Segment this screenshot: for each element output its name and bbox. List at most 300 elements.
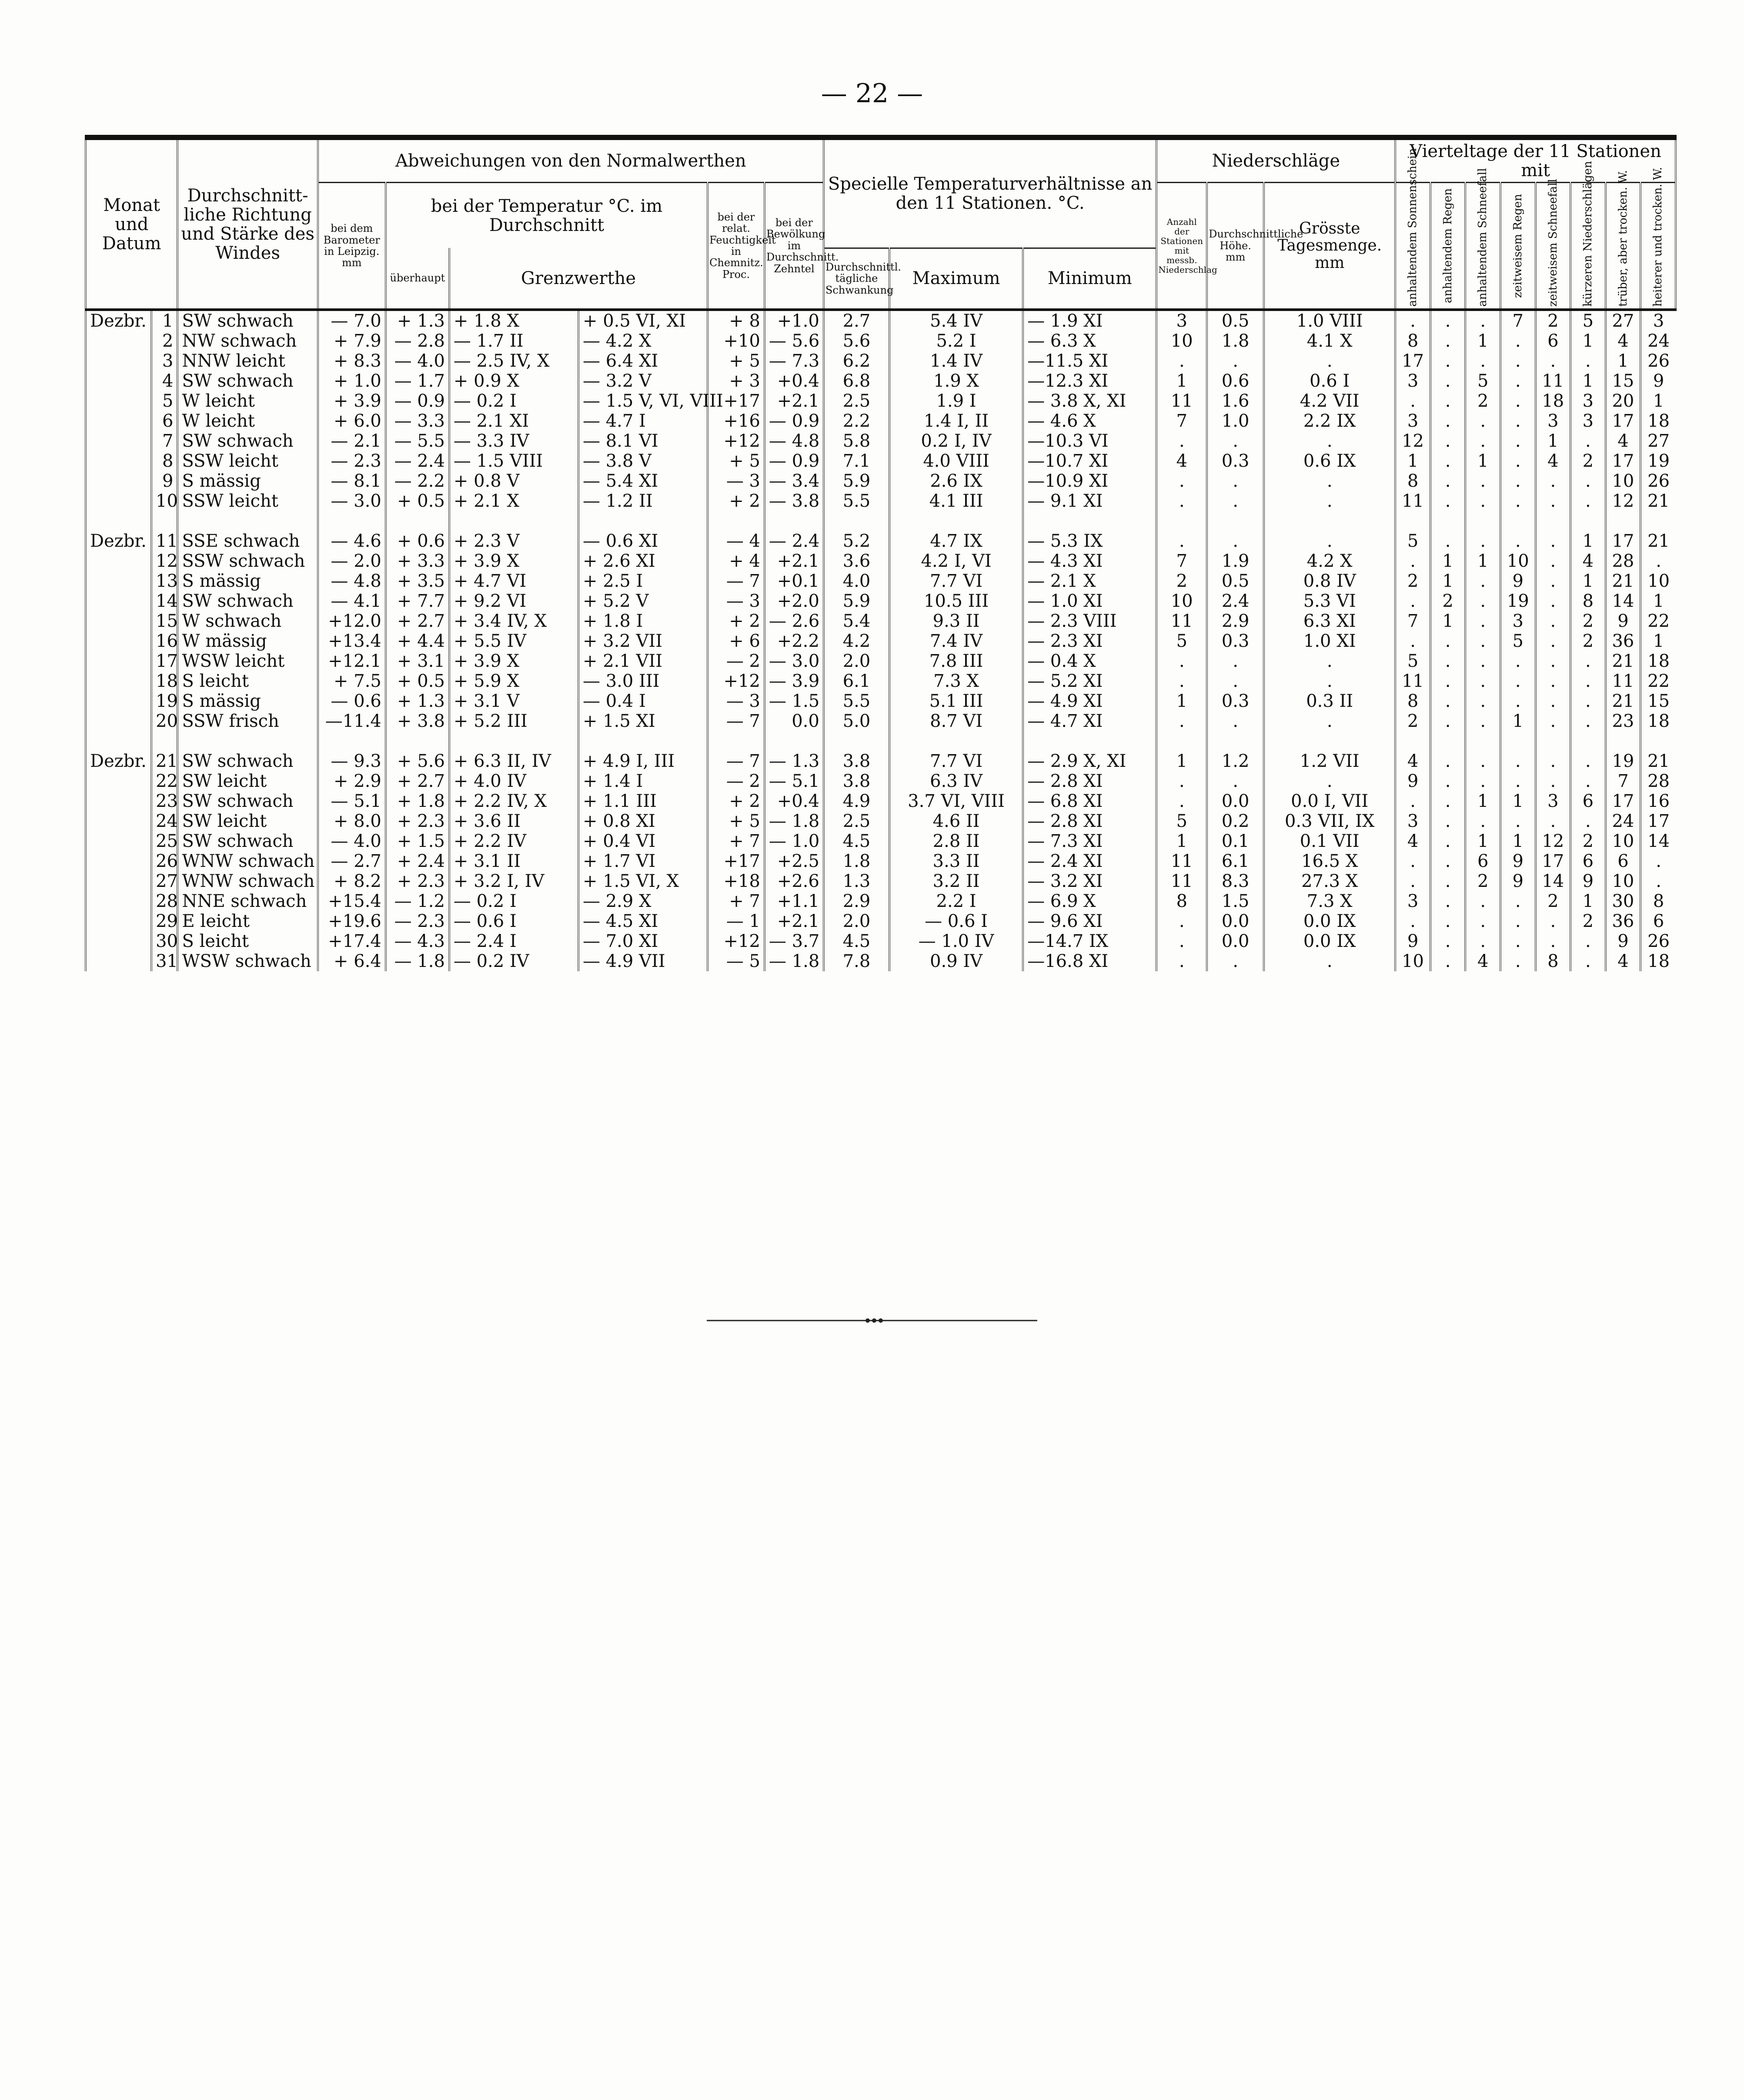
table-row: [86, 531, 1676, 551]
table-cell: — 3.0 III: [578, 671, 708, 691]
table-row: [86, 751, 1676, 771]
table-cell: — 2: [708, 651, 765, 671]
table-cell: [86, 411, 151, 431]
table-cell: [86, 651, 151, 671]
table-cell: + 0.6: [386, 531, 449, 551]
table-cell: 5.2 I: [889, 331, 1023, 351]
table-cell: .: [1500, 771, 1536, 791]
table-cell: + 0.5: [386, 491, 449, 511]
table-cell: .: [1536, 751, 1571, 771]
table-cell: 0.2: [1207, 811, 1264, 831]
table-cell: .: [1395, 551, 1430, 571]
table-cell: 10: [1395, 951, 1430, 971]
table-cell: — 2.5 IV, X: [449, 351, 578, 371]
table-cell: 4.5: [824, 931, 889, 951]
table-cell: — 4.8: [765, 431, 824, 451]
table-cell: .: [1430, 331, 1466, 351]
table-cell: 5.2: [824, 531, 889, 551]
table-cell: + 3.2 VII: [578, 631, 708, 651]
table-cell: + 7.5: [318, 671, 386, 691]
table-cell: + 2.4: [386, 851, 449, 871]
table-cell: .: [1465, 931, 1500, 951]
table-cell: 2.4: [1207, 591, 1264, 611]
table-cell: + 4.9 I, III: [578, 751, 708, 771]
table-cell: .: [1430, 651, 1466, 671]
table-cell: — 4.7 XI: [1023, 711, 1156, 731]
table-cell: 1: [1156, 371, 1207, 391]
table-cell-outside: 1: [1653, 591, 1664, 611]
table-cell: SW schwach: [177, 831, 317, 851]
table-cell: SW schwach: [177, 751, 317, 771]
table-cell-outside: 18: [1647, 411, 1670, 431]
table-cell: .: [1430, 871, 1466, 891]
table-cell: + 3.4 IV, X: [449, 611, 578, 631]
table-cell: + 3.9: [318, 391, 386, 411]
table-cell: Dezbr.: [86, 531, 151, 551]
table-cell: 36: [1606, 911, 1641, 931]
table-cell: 17: [1606, 531, 1641, 551]
table-cell: — 3.8 V: [578, 451, 708, 471]
table-cell: .: [1207, 491, 1264, 511]
table-cell: +0.4: [765, 791, 824, 811]
table-cell: .: [1156, 431, 1207, 451]
table-cell: — 7: [708, 571, 765, 591]
table-cell: 2: [1570, 631, 1606, 651]
table-cell: 0.0 IX: [1264, 911, 1395, 931]
table-cell: .: [1430, 931, 1466, 951]
table-cell: 5.5: [824, 491, 889, 511]
table-cell: 27: [1606, 310, 1641, 331]
table-cell: 3.8: [824, 751, 889, 771]
table-cell: 4: [151, 371, 177, 391]
table-cell: — 6.8 XI: [1023, 791, 1156, 811]
table-cell: .: [1465, 751, 1500, 771]
table-cell: —11.4: [318, 711, 386, 731]
table-cell: 0.0: [1207, 791, 1264, 811]
table-cell: + 8.3: [318, 351, 386, 371]
table-cell: + 9.2 VI: [449, 591, 578, 611]
table-cell: .: [1395, 591, 1430, 611]
table-cell-outside: 8: [1653, 891, 1664, 911]
table-cell: 9: [1395, 931, 1430, 951]
table-cell: 36: [1606, 631, 1641, 651]
section-gap: [86, 511, 1676, 531]
table-cell: 0.3: [1207, 451, 1264, 471]
table-cell: .: [1207, 951, 1264, 971]
table-row: [86, 411, 1676, 431]
table-cell: [86, 351, 151, 371]
table-cell: — 2.3 XI: [1023, 631, 1156, 651]
table-cell: 0.0 IX: [1264, 931, 1395, 951]
table-cell: 8.7 VI: [889, 711, 1023, 731]
table-cell: + 5: [708, 811, 765, 831]
table-cell: 0.0: [1207, 911, 1264, 931]
table-cell: — 5.2 XI: [1023, 671, 1156, 691]
table-cell: .: [1465, 431, 1500, 451]
table-cell: 30: [1606, 891, 1641, 911]
table-cell: — 0.6 I: [889, 911, 1023, 931]
table-cell: + 4.7 VI: [449, 571, 578, 591]
table-cell: + 5.2 V: [578, 591, 708, 611]
table-cell: + 1.5 XI: [578, 711, 708, 731]
table-cell: 0.9 IV: [889, 951, 1023, 971]
table-cell: + 8.0: [318, 811, 386, 831]
table-cell: .: [1264, 471, 1395, 491]
header-vt-regen: anhaltendem Regen: [1430, 183, 1466, 310]
table-cell: 4.0 VIII: [889, 451, 1023, 471]
table-cell: 2: [1156, 571, 1207, 591]
table-cell: 24: [151, 811, 177, 831]
table-cell: [86, 371, 151, 391]
table-cell: W mässig: [177, 631, 317, 651]
table-cell: 1: [1465, 451, 1500, 471]
table-cell: — 2.3: [318, 451, 386, 471]
table-cell: 3.2 II: [889, 871, 1023, 891]
table-row: [86, 791, 1676, 811]
table-cell: 3.6: [824, 551, 889, 571]
table-cell: + 4.4: [386, 631, 449, 651]
table-cell: [86, 831, 151, 851]
table-cell-outside: 22: [1647, 671, 1670, 691]
table-cell: 9: [1395, 771, 1430, 791]
table-cell: 0.1 VII: [1264, 831, 1395, 851]
table-cell: .: [1465, 771, 1500, 791]
table-cell: 26: [151, 851, 177, 871]
table-cell: Dezbr.: [86, 751, 151, 771]
table-cell: 7.8 III: [889, 651, 1023, 671]
table-row: [86, 611, 1676, 631]
table-cell-outside: 22: [1647, 611, 1670, 631]
table-cell: + 2.1 X: [449, 491, 578, 511]
table-cell: .: [1395, 911, 1430, 931]
table-cell: 3: [1395, 371, 1430, 391]
table-cell: .: [1536, 671, 1571, 691]
table-cell: 1.2 VII: [1264, 751, 1395, 771]
table-cell: 23: [151, 791, 177, 811]
table-cell: 6.2: [824, 351, 889, 371]
table-cell: 4.2 I, VI: [889, 551, 1023, 571]
table-cell: 3.8: [824, 771, 889, 791]
table-cell: 1: [1570, 571, 1606, 591]
table-cell: 19: [1606, 751, 1641, 771]
table-cell: .: [1264, 951, 1395, 971]
table-cell: .: [1500, 411, 1536, 431]
table-cell: — 1.7: [386, 371, 449, 391]
table-cell: 28: [151, 891, 177, 911]
table-cell: 5.6: [824, 331, 889, 351]
header-vt-schneefall: anhaltendem Schneefall: [1465, 183, 1500, 310]
table-cell: 2: [1570, 831, 1606, 851]
table-cell: 4.7 IX: [889, 531, 1023, 551]
table-cell: .: [1156, 791, 1207, 811]
table-cell: —16.8 XI: [1023, 951, 1156, 971]
table-cell: — 3: [708, 591, 765, 611]
table-cell: .: [1536, 551, 1571, 571]
table-cell: 6.1: [824, 671, 889, 691]
table-row: [86, 331, 1676, 351]
table-cell: +17.4: [318, 931, 386, 951]
table-cell: .: [1430, 831, 1466, 851]
table-cell: .: [1430, 751, 1466, 771]
table-cell: 28: [1606, 551, 1641, 571]
table-cell: + 6.3 II, IV: [449, 751, 578, 771]
table-cell: .: [1430, 310, 1466, 331]
table-cell: — 1.7 II: [449, 331, 578, 351]
table-cell: W leicht: [177, 391, 317, 411]
table-cell: .: [1500, 431, 1536, 451]
table-cell: +2.0: [765, 591, 824, 611]
table-cell: — 2.1: [318, 431, 386, 451]
table-cell: + 6.4: [318, 951, 386, 971]
table-cell: 9: [151, 471, 177, 491]
table-cell: + 4.0 IV: [449, 771, 578, 791]
table-row: [86, 911, 1676, 931]
table-cell: .: [1207, 771, 1264, 791]
page-number: — 22 —: [821, 78, 923, 109]
table-cell: — 3.8 X, XI: [1023, 391, 1156, 411]
table-cell: — 0.6 XI: [578, 531, 708, 551]
table-cell: NNW leicht: [177, 351, 317, 371]
table-cell: .: [1500, 331, 1536, 351]
table-cell: 1.9 I: [889, 391, 1023, 411]
table-cell: — 1.2 II: [578, 491, 708, 511]
table-cell: 31: [151, 951, 177, 971]
table-cell: 12: [1536, 831, 1571, 851]
table-cell: .: [1156, 531, 1207, 551]
table-cell: 6: [1570, 791, 1606, 811]
table-cell: + 3.8: [386, 711, 449, 731]
table-cell: 21: [151, 751, 177, 771]
table-cell: .: [1430, 851, 1466, 871]
table-cell: 1.8: [824, 851, 889, 871]
table-cell: 1: [1570, 331, 1606, 351]
table-cell: 21: [1606, 571, 1641, 591]
table-cell: 1: [1500, 711, 1536, 731]
table-cell: 0.2 I, IV: [889, 431, 1023, 451]
table-cell: [86, 891, 151, 911]
table-cell: — 3.9: [765, 671, 824, 691]
header-feuchtigkeit: bei der relat. Feuchtigkeit in Chemnitz. Proc.: [708, 183, 765, 310]
table-cell: 27.3 X: [1264, 871, 1395, 891]
table-cell: .: [1536, 651, 1571, 671]
table-cell: + 7.7: [386, 591, 449, 611]
table-cell-outside: 1: [1653, 391, 1664, 411]
table-cell: NNE schwach: [177, 891, 317, 911]
table-cell: .: [1465, 310, 1500, 331]
table-cell: 5: [1395, 531, 1430, 551]
table-cell: .: [1536, 711, 1571, 731]
table-cell: 30: [151, 931, 177, 951]
table-cell: —14.7 IX: [1023, 931, 1156, 951]
table-cell: + 3.5: [386, 571, 449, 591]
table-cell: .: [1430, 711, 1466, 731]
table-cell: + 2: [708, 611, 765, 631]
table-cell: — 0.4 I: [578, 691, 708, 711]
table-cell: .: [1156, 491, 1207, 511]
table-cell: 11: [1156, 871, 1207, 891]
table-cell: — 2.3: [386, 911, 449, 931]
table-cell: .: [1465, 531, 1500, 551]
table-cell: S mässig: [177, 471, 317, 491]
table-cell: 7.7 VI: [889, 751, 1023, 771]
table-cell: .: [1264, 531, 1395, 551]
table-cell: 6: [1570, 851, 1606, 871]
table-cell: .: [1500, 691, 1536, 711]
table-cell: +18: [708, 871, 765, 891]
table-cell: + 1.0: [318, 371, 386, 391]
table-cell: 5: [1395, 651, 1430, 671]
table-cell: + 2.2 IV, X: [449, 791, 578, 811]
table-cell: 7.4 IV: [889, 631, 1023, 651]
table-cell: 6.3 IV: [889, 771, 1023, 791]
table-cell: 1.0 XI: [1264, 631, 1395, 651]
table-cell: .: [1500, 751, 1536, 771]
table-cell: + 0.4 VI: [578, 831, 708, 851]
header-special: Specielle Temperaturverhältnisse an den 11 Stationen. °C.: [824, 137, 1156, 248]
table-cell: — 4.3 XI: [1023, 551, 1156, 571]
table-cell: 2.0: [824, 651, 889, 671]
table-cell: +1.0: [765, 310, 824, 331]
table-cell: WSW schwach: [177, 951, 317, 971]
header-barometer: bei dem Barometer in Leipzig. mm: [318, 183, 386, 310]
table-cell: .: [1536, 911, 1571, 931]
table-cell: + 4: [708, 551, 765, 571]
table-cell: + 3.6 II: [449, 811, 578, 831]
table-cell: SW leicht: [177, 811, 317, 831]
table-cell: 4.2 X: [1264, 551, 1395, 571]
table-cell: +2.1: [765, 391, 824, 411]
table-cell: +0.4: [765, 371, 824, 391]
table-cell: SSW frisch: [177, 711, 317, 731]
table-cell: S leicht: [177, 931, 317, 951]
table-cell: + 0.5: [386, 671, 449, 691]
table-cell: .: [1536, 631, 1571, 651]
table-cell: — 2.8 XI: [1023, 771, 1156, 791]
table-cell: .: [1430, 451, 1466, 471]
table-cell: 2: [1570, 911, 1606, 931]
header-monat: Monat und Datum: [86, 137, 177, 310]
table-cell: 21: [1606, 651, 1641, 671]
table-cell: [86, 711, 151, 731]
table-cell: 12: [1606, 491, 1641, 511]
gap-cell: [1640, 511, 1676, 531]
table-cell: .: [1536, 691, 1571, 711]
table-cell: [86, 671, 151, 691]
table-cell: — 5.1: [765, 771, 824, 791]
table-row: [86, 871, 1676, 891]
table-cell: .: [1156, 951, 1207, 971]
table-cell: — 3.2 XI: [1023, 871, 1156, 891]
header-niederschlaege: Niederschläge: [1156, 137, 1395, 183]
table-cell: 11: [151, 531, 177, 551]
table-cell: — 1.8: [765, 811, 824, 831]
table-cell: [86, 691, 151, 711]
table-cell: .: [1430, 431, 1466, 451]
table-cell: + 7: [708, 891, 765, 911]
table-cell: + 2.9: [318, 771, 386, 791]
table-cell: 0.5: [1207, 571, 1264, 591]
table-cell: .: [1264, 771, 1395, 791]
table-cell: .: [1570, 671, 1606, 691]
table-cell: 8: [1536, 951, 1571, 971]
table-cell: + 5: [708, 451, 765, 471]
table-cell: .: [1156, 911, 1207, 931]
table-cell: + 0.5 VI, XI: [578, 310, 708, 331]
table-cell: 1.4 IV: [889, 351, 1023, 371]
table-cell: 2.9: [1207, 611, 1264, 631]
table-cell: — 1.5 V, VI, VIII: [578, 391, 708, 411]
table-cell: .: [1465, 671, 1500, 691]
table-cell: + 1.5: [386, 831, 449, 851]
table-cell-outside: 19: [1647, 451, 1670, 471]
table-cell: .: [1500, 391, 1536, 411]
table-cell: — 0.2 I: [449, 891, 578, 911]
table-cell: 5: [1570, 310, 1606, 331]
table-cell: — 3.0: [765, 651, 824, 671]
table-cell: .: [1465, 891, 1500, 911]
table-cell: 13: [151, 571, 177, 591]
table-row: [86, 951, 1676, 971]
table-cell: .: [1465, 811, 1500, 831]
table-cell: 1: [1156, 691, 1207, 711]
closing-ornament: [707, 1318, 1037, 1323]
table-cell: — 4.6 X: [1023, 411, 1156, 431]
table-cell: 29: [151, 911, 177, 931]
table-cell: [86, 771, 151, 791]
table-cell: .: [1500, 671, 1536, 691]
table-cell: — 2.9 X: [578, 891, 708, 911]
table-cell: + 5: [708, 351, 765, 371]
header-temperatur: bei der Temperatur °C. im Durchschnitt: [386, 183, 708, 248]
table-cell: + 5.5 IV: [449, 631, 578, 651]
table-row: [86, 471, 1676, 491]
table-cell: — 0.9: [386, 391, 449, 411]
table-cell: 6: [1465, 851, 1500, 871]
table-cell: 5.3 VI: [1264, 591, 1395, 611]
table-cell: .: [1536, 611, 1571, 631]
table-cell: — 5.1: [318, 791, 386, 811]
table-cell: 1: [1606, 351, 1641, 371]
table-cell: 5: [1156, 811, 1207, 831]
table-cell: .: [1465, 591, 1500, 611]
table-cell: .: [1500, 531, 1536, 551]
table-row: [86, 571, 1676, 591]
table-cell: .: [1465, 711, 1500, 731]
table-cell: 11: [1156, 611, 1207, 631]
table-cell: 17: [151, 651, 177, 671]
table-cell: 0.6 I: [1264, 371, 1395, 391]
table-cell: 3: [1395, 811, 1430, 831]
table-cell: WNW schwach: [177, 851, 317, 871]
table-cell: 1: [1570, 531, 1606, 551]
table-cell: 4: [1606, 331, 1641, 351]
table-cell-outside: 26: [1647, 931, 1670, 951]
table-cell: E leicht: [177, 911, 317, 931]
table-cell: 14: [1606, 591, 1641, 611]
table-cell: 4: [1606, 431, 1641, 451]
table-cell: 0.3 II: [1264, 691, 1395, 711]
table-cell: — 4.0: [386, 351, 449, 371]
table-cell: 11: [1606, 671, 1641, 691]
table-cell: + 1.3: [386, 310, 449, 331]
table-cell: 2.9: [824, 891, 889, 911]
table-cell: 1: [1465, 331, 1500, 351]
table-cell: .: [1430, 891, 1466, 911]
table-cell: 1.4 I, II: [889, 411, 1023, 431]
table-cell: 7.3 X: [889, 671, 1023, 691]
table-cell: + 2.1 VII: [578, 651, 708, 671]
table-cell: — 3.8: [765, 491, 824, 511]
